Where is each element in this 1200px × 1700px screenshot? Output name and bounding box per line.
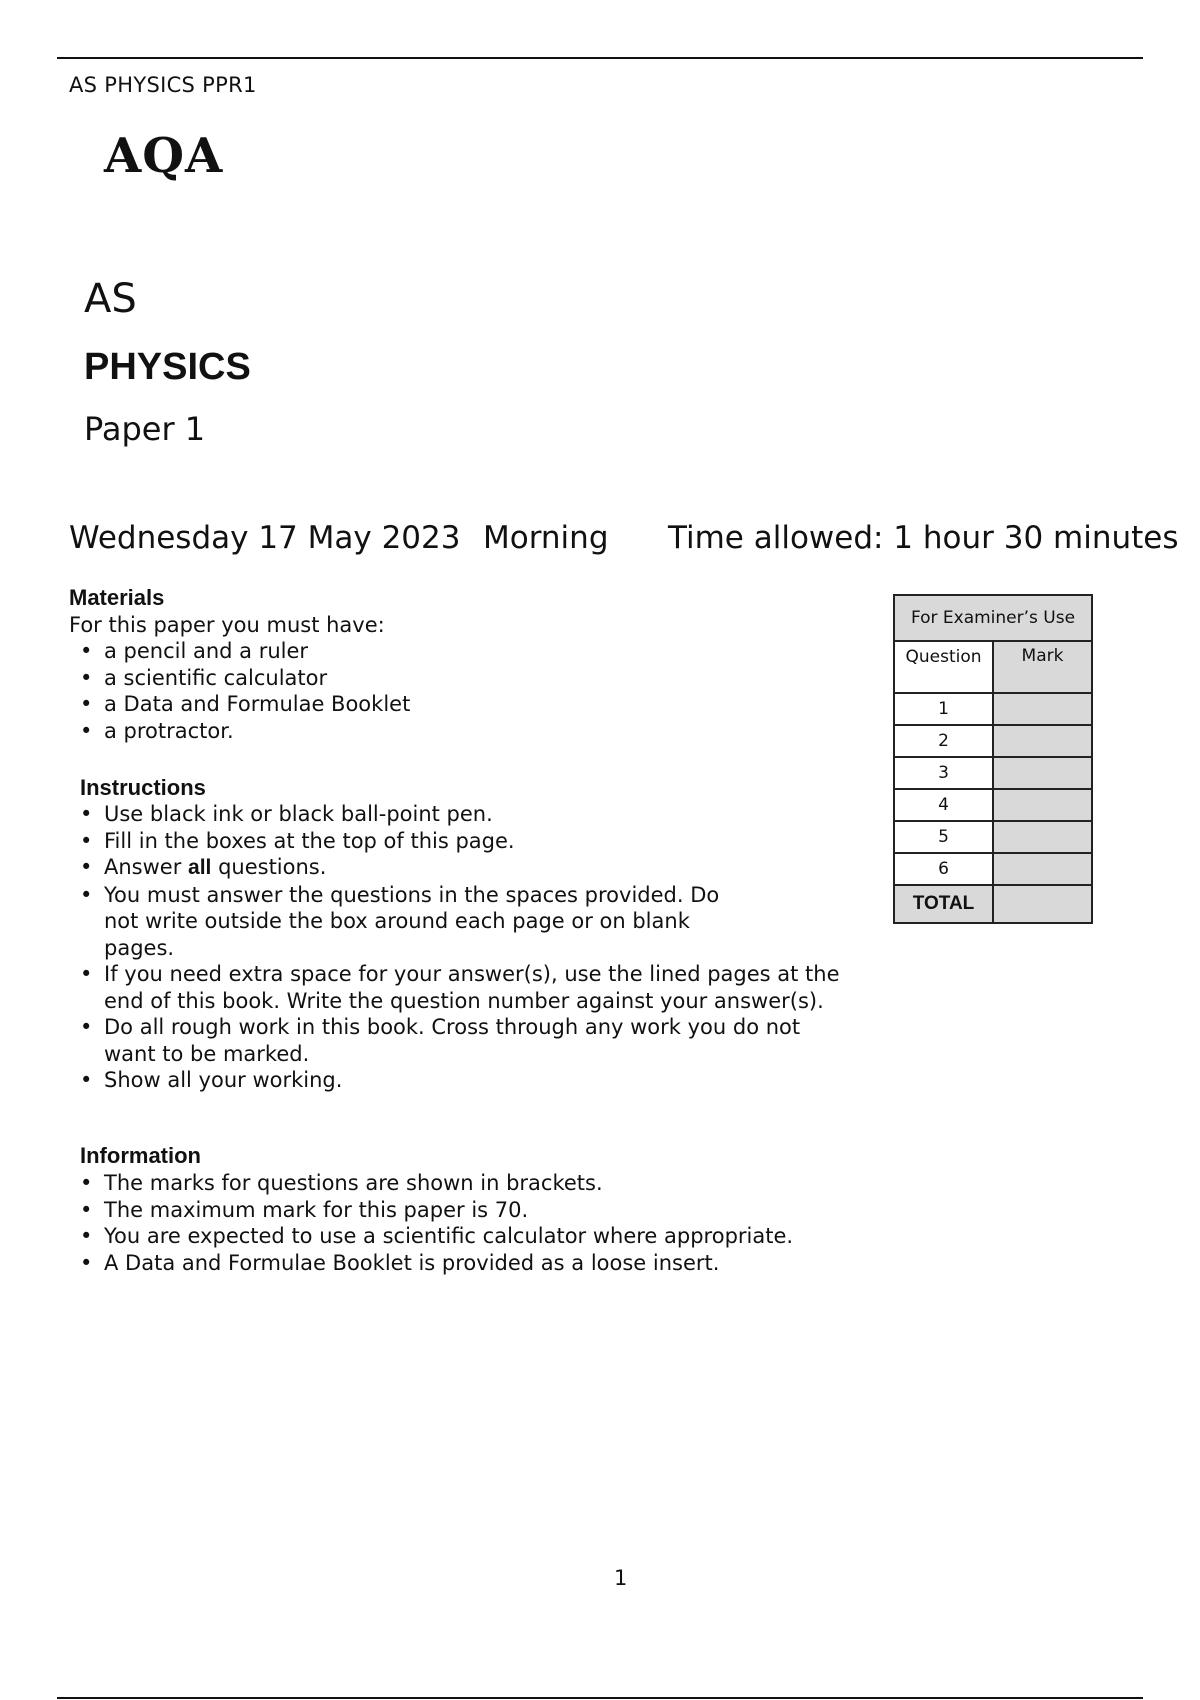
question-number: 5 xyxy=(894,821,993,853)
table-row xyxy=(894,821,1092,853)
materials-list xyxy=(80,638,850,744)
list-item: • Use black ink or black ball-point pen. xyxy=(80,801,850,828)
examiner-table xyxy=(893,594,1093,924)
information-list xyxy=(80,1170,850,1276)
list-item: • The marks for questions are shown in brackets. xyxy=(80,1170,850,1197)
list-item xyxy=(80,854,850,882)
list-item: • a Data and Formulae Booklet xyxy=(80,691,850,718)
table-row xyxy=(894,853,1092,885)
list-item: • If you need extra space for your answer(s), use the lined pages at the end of this book. Write the question number against your answer(s). xyxy=(80,961,850,1014)
total-label: TOTAL xyxy=(894,885,993,923)
list-item: • A Data and Formulae Booklet is provided as a loose insert. xyxy=(80,1250,850,1277)
qualification-level: AS xyxy=(84,276,137,322)
exam-session: Morning xyxy=(483,520,609,556)
question-number: 4 xyxy=(894,789,993,821)
total-row xyxy=(894,885,1092,923)
mark-column-header: Mark xyxy=(993,641,1092,693)
page-number: 1 xyxy=(614,1566,628,1590)
answer-emphasis: all xyxy=(188,856,212,879)
table-row xyxy=(894,725,1092,757)
list-item: • a protractor. xyxy=(80,718,850,745)
question-column-header xyxy=(894,641,993,693)
list-item: • Fill in the boxes at the top of this page. xyxy=(80,828,850,855)
question-number: 1 xyxy=(894,693,993,725)
mark-cell xyxy=(993,853,1092,885)
time-allowed: Time allowed: 1 hour 30 minutes xyxy=(668,520,1179,556)
total-mark-cell xyxy=(993,885,1092,923)
question-number: 3 xyxy=(894,757,993,789)
answer-prefix: Answer xyxy=(104,855,189,879)
paper-title: Paper 1 xyxy=(84,410,206,448)
mark-cell xyxy=(993,725,1092,757)
list-item: • Show all your working. xyxy=(80,1067,850,1094)
mark-cell xyxy=(993,789,1092,821)
list-item: • a scientific calculator xyxy=(80,665,850,692)
mark-cell xyxy=(993,693,1092,725)
list-item: • You must answer the questions in the spaces provided. Do not write outside the box around each page or on blank pages. xyxy=(80,882,754,962)
list-item: • a pencil and a ruler xyxy=(80,638,850,665)
materials-intro: For this paper you must have: xyxy=(69,613,385,637)
exam-date: Wednesday 17 May 2023 xyxy=(69,520,461,556)
list-item: • You are expected to use a scientific calculator where appropriate. xyxy=(80,1223,850,1250)
instructions-list xyxy=(80,801,850,1094)
table-row xyxy=(894,757,1092,789)
question-number: 2 xyxy=(894,725,993,757)
examiner-table-title: For Examiner’s Use xyxy=(894,595,1092,641)
table-row xyxy=(894,693,1092,725)
bottom-rule xyxy=(57,1697,1143,1699)
materials-heading: Materials xyxy=(69,585,165,610)
aqa-logo: AQA xyxy=(104,128,224,184)
subject-title: PHYSICS xyxy=(84,346,251,388)
mark-cell xyxy=(993,821,1092,853)
list-item: • The maximum mark for this paper is 70. xyxy=(80,1197,850,1224)
answer-suffix: questions. xyxy=(211,855,327,879)
paper-code: AS PHYSICS PPR1 xyxy=(69,73,257,97)
question-header-text: Question xyxy=(905,647,982,667)
table-row xyxy=(894,789,1092,821)
mark-cell xyxy=(993,757,1092,789)
information-heading: Information xyxy=(80,1143,201,1168)
instructions-heading: Instructions xyxy=(80,775,206,800)
list-item: • Do all rough work in this book. Cross through any work you do not want to be marked. xyxy=(80,1014,804,1067)
top-rule xyxy=(57,57,1143,59)
question-number: 6 xyxy=(894,853,993,885)
